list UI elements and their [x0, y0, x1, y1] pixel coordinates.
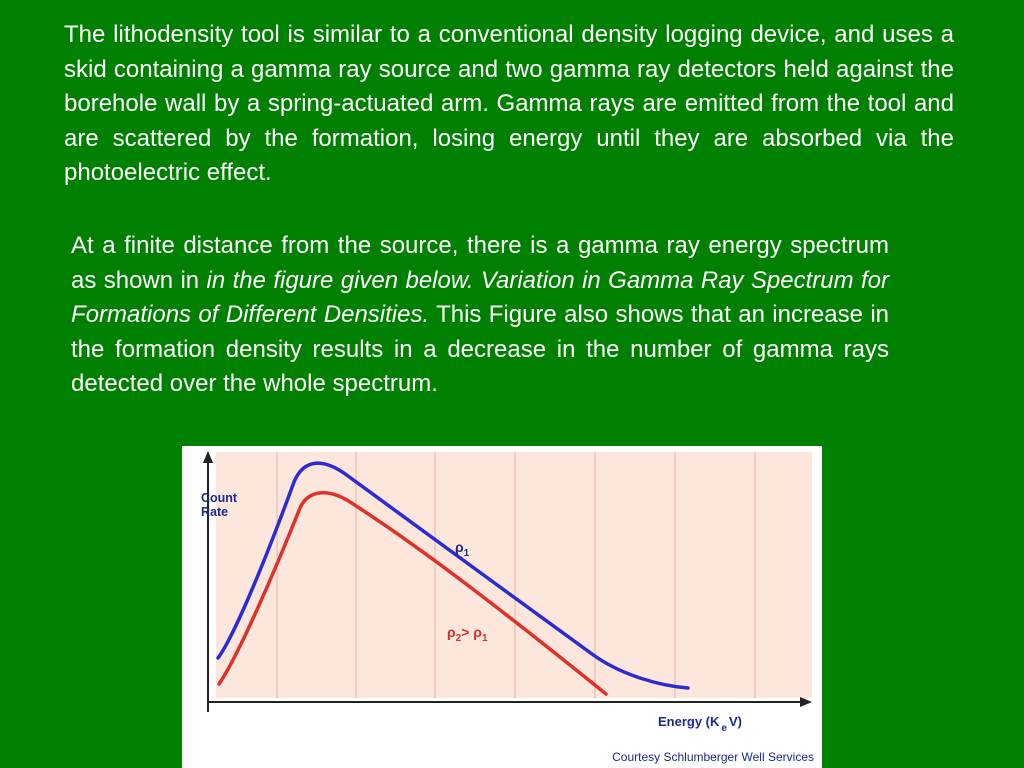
figure-caption-italic: in the figure given below. Variation in Gamma Ray Spectrum for Formations of Different Densities. [71, 266, 890, 328]
x-axis-label [658, 714, 742, 734]
gamma-spectrum-svg [182, 446, 822, 768]
x-axis-label-sub: e [721, 723, 727, 734]
x-axis-arrow-icon [800, 697, 812, 707]
plot-area [216, 452, 812, 698]
rho1-subscript: 1 [463, 548, 470, 559]
spectrum-text-after: This Figure also shows that an increase in the formation density results in a decrease in the number of gamma rays detected over the whole spectrum. [71, 301, 889, 397]
y-axis-label-line2: Rate [201, 505, 229, 519]
y-axis-label-line1: Count [201, 491, 238, 505]
rho2-subscript: 2 [455, 633, 462, 644]
figure-credit: Courtesy Schlumberger Well Services [612, 750, 814, 764]
spectrum-paragraph [71, 229, 889, 402]
spectrum-text-before: At a finite distance from the source, there is a gamma ray energy spectrum as shown in [71, 232, 889, 294]
y-axis-arrow-icon [203, 451, 213, 463]
x-axis-label-main: Energy (K [658, 714, 720, 729]
gamma-spectrum-figure [182, 446, 822, 768]
intro-paragraph: The lithodensity tool is similar to a conventional density logging device, and uses a skid containing a gamma ray source and two gamma ray detectors held against the borehole wall by a spring-actuated arm. Gamma rays are emitted from the tool and are scattered by the formation, losing energy until they are absorbed via the photoelectric effect. [64, 21, 954, 186]
rho1-subscript-b: 1 [481, 633, 488, 644]
rho1-symbol: ρ [455, 539, 464, 555]
rho2-symbol: ρ [447, 624, 456, 640]
x-axis-label-end: V) [728, 714, 742, 729]
rho2-comparison: > ρ [461, 624, 482, 640]
